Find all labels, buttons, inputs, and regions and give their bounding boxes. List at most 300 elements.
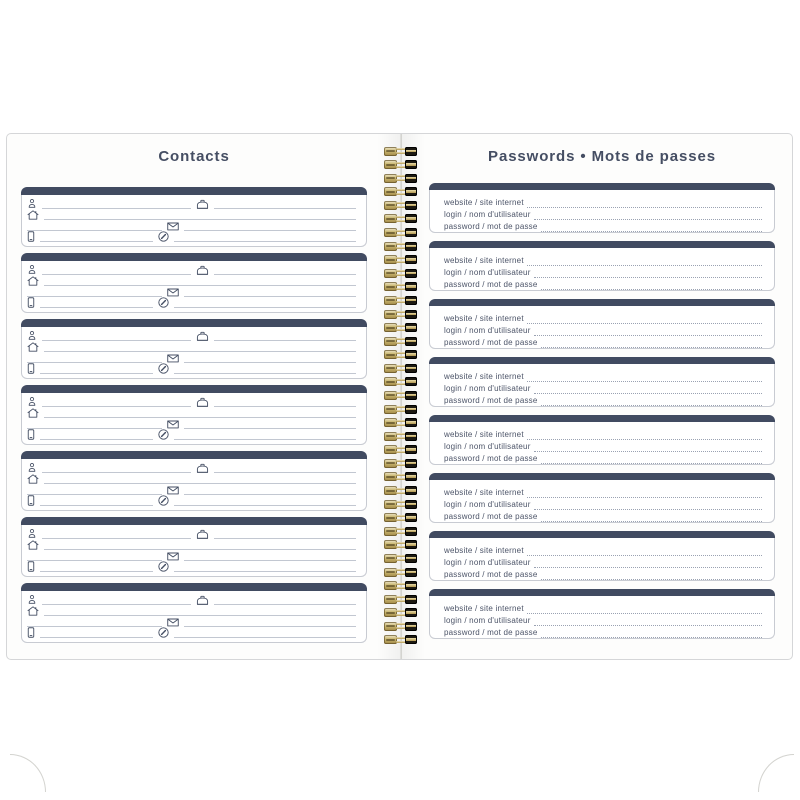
- briefcase-icon: [196, 397, 209, 407]
- email-write-line-left: [27, 227, 162, 231]
- envelope-icon: [167, 288, 179, 297]
- mobile-write-line: [40, 568, 153, 572]
- briefcase-icon: [196, 265, 209, 275]
- password-field-row: [444, 498, 762, 510]
- contact-name-work-row: [27, 396, 356, 407]
- contact-email-row: [27, 220, 356, 231]
- work-write-line: [214, 469, 356, 473]
- password-block-header-bar: [429, 299, 775, 306]
- password-write-line: [541, 634, 762, 638]
- coil-right-hole: [405, 323, 417, 332]
- binding-coil: [384, 282, 417, 292]
- contact-name-work-row: [27, 594, 356, 605]
- password-field-label: login / nom d'utilisateur: [444, 442, 531, 451]
- binding-coil: [384, 567, 417, 577]
- password-write-line: [534, 448, 762, 452]
- password-field-row: [444, 614, 762, 626]
- binding-coil: [384, 200, 417, 210]
- coil-right-hole: [405, 391, 417, 400]
- binding-coil: [384, 268, 417, 278]
- password-block: [429, 473, 775, 523]
- mobile-icon: [27, 495, 35, 506]
- phone-icon: [158, 363, 169, 374]
- mobile-write-line: [40, 502, 153, 506]
- password-write-line: [527, 320, 762, 324]
- binding-coil: [384, 486, 417, 496]
- binding-coil: [384, 581, 417, 591]
- mobile-write-line: [40, 634, 153, 638]
- contact-block-header-bar: [21, 385, 367, 393]
- person-icon: [27, 330, 37, 341]
- address-write-line: [44, 282, 356, 286]
- password-field-row: [444, 440, 762, 452]
- password-write-line: [541, 402, 762, 406]
- address-write-line: [44, 546, 356, 550]
- password-field-label: login / nom d'utilisateur: [444, 326, 531, 335]
- password-field-label: website / site internet: [444, 546, 524, 555]
- coil-right-hole: [405, 242, 417, 251]
- coil-right-hole: [405, 310, 417, 319]
- contact-email-row: [27, 616, 356, 627]
- contact-phone-row: [27, 363, 356, 374]
- binding-coil: [384, 336, 417, 346]
- phone-icon: [158, 297, 169, 308]
- mobile-icon: [27, 627, 35, 638]
- password-field-label: login / nom d'utilisateur: [444, 268, 531, 277]
- home-icon: [27, 408, 39, 418]
- contact-name-work-row: [27, 462, 356, 473]
- coil-right-hole: [405, 364, 417, 373]
- coil-right-hole: [405, 540, 417, 549]
- password-write-line: [534, 332, 762, 336]
- password-field-row: [444, 382, 762, 394]
- password-field-label: password / mot de passe: [444, 628, 538, 637]
- address-write-line: [44, 216, 356, 220]
- coil-right-hole: [405, 405, 417, 414]
- contact-block-header-bar: [21, 451, 367, 459]
- binding-coil: [384, 472, 417, 482]
- contact-block-body: [21, 393, 367, 445]
- passwords-page-title: Passwords • Mots de passes: [488, 148, 716, 165]
- work-write-line: [214, 337, 356, 341]
- password-field-label: login / nom d'utilisateur: [444, 210, 531, 219]
- mobile-write-line: [40, 238, 153, 242]
- contact-phone-row: [27, 495, 356, 506]
- binding-coil: [384, 228, 417, 238]
- coil-right-hole: [405, 554, 417, 563]
- phone-icon: [158, 231, 169, 242]
- contact-email-row: [27, 286, 356, 297]
- name-write-line: [42, 403, 191, 407]
- envelope-icon: [167, 222, 179, 231]
- phone-icon: [158, 561, 169, 572]
- contact-email-row: [27, 418, 356, 429]
- mobile-icon: [27, 429, 35, 440]
- work-write-line: [214, 271, 356, 275]
- password-write-line: [527, 204, 762, 208]
- coil-right-hole: [405, 269, 417, 278]
- contact-address-row: [27, 605, 356, 616]
- coil-right-hole: [405, 377, 417, 386]
- password-write-line: [541, 286, 762, 290]
- envelope-icon: [167, 420, 179, 429]
- email-write-line-left: [27, 557, 162, 561]
- binding-coil: [384, 418, 417, 428]
- password-block: [429, 241, 775, 291]
- contact-block-header-bar: [21, 517, 367, 525]
- contact-block: [21, 517, 367, 577]
- contact-address-row: [27, 407, 356, 418]
- notebook-spread: [6, 133, 793, 660]
- password-field-row: [444, 602, 762, 614]
- password-field-label: website / site internet: [444, 198, 524, 207]
- envelope-icon: [167, 354, 179, 363]
- password-write-line: [534, 506, 762, 510]
- password-write-line: [534, 216, 762, 220]
- name-write-line: [42, 205, 191, 209]
- phone-write-line: [174, 436, 356, 440]
- email-write-line-right: [184, 491, 356, 495]
- password-field-label: website / site internet: [444, 604, 524, 613]
- address-write-line: [44, 348, 356, 352]
- password-write-line: [534, 564, 762, 568]
- page-curl-right: [758, 754, 794, 792]
- contact-block-body: [21, 459, 367, 511]
- password-block: [429, 589, 775, 639]
- name-write-line: [42, 535, 191, 539]
- contact-phone-row: [27, 627, 356, 638]
- coil-right-hole: [405, 527, 417, 536]
- email-write-line-right: [184, 227, 356, 231]
- contact-block-body: [21, 327, 367, 379]
- contact-address-row: [27, 209, 356, 220]
- binding-coil: [384, 309, 417, 319]
- password-write-line: [534, 274, 762, 278]
- contact-address-row: [27, 275, 356, 286]
- password-field-row: [444, 208, 762, 220]
- password-block: [429, 183, 775, 233]
- phone-icon: [158, 429, 169, 440]
- coil-right-hole: [405, 472, 417, 481]
- coil-right-hole: [405, 635, 417, 644]
- contact-name-work-row: [27, 528, 356, 539]
- coil-right-hole: [405, 174, 417, 183]
- binding-coil: [384, 323, 417, 333]
- password-write-line: [527, 494, 762, 498]
- password-block-body: [429, 596, 775, 639]
- password-write-line: [527, 552, 762, 556]
- contact-block: [21, 187, 367, 247]
- mobile-icon: [27, 363, 35, 374]
- password-block: [429, 299, 775, 349]
- password-field-label: password / mot de passe: [444, 512, 538, 521]
- password-field-row: [444, 544, 762, 556]
- password-write-line: [541, 518, 762, 522]
- coil-right-hole: [405, 187, 417, 196]
- coil-right-hole: [405, 337, 417, 346]
- person-icon: [27, 594, 37, 605]
- contact-block: [21, 385, 367, 445]
- password-block-header-bar: [429, 357, 775, 364]
- contact-block-header-bar: [21, 253, 367, 261]
- home-icon: [27, 606, 39, 616]
- password-block-body: [429, 190, 775, 233]
- briefcase-icon: [196, 529, 209, 539]
- mobile-icon: [27, 297, 35, 308]
- envelope-icon: [167, 618, 179, 627]
- password-field-label: login / nom d'utilisateur: [444, 558, 531, 567]
- phone-write-line: [174, 568, 356, 572]
- binding-coil: [384, 214, 417, 224]
- binding-coil: [384, 499, 417, 509]
- password-block-body: [429, 538, 775, 581]
- contact-name-work-row: [27, 198, 356, 209]
- email-write-line-right: [184, 557, 356, 561]
- password-field-label: password / mot de passe: [444, 338, 538, 347]
- binding-coil: [384, 404, 417, 414]
- binding-coil: [384, 390, 417, 400]
- password-field-label: login / nom d'utilisateur: [444, 500, 531, 509]
- binding-coil: [384, 540, 417, 550]
- password-field-row: [444, 486, 762, 498]
- email-write-line-left: [27, 425, 162, 429]
- binding-coil: [384, 608, 417, 618]
- binding-coil: [384, 377, 417, 387]
- coil-right-hole: [405, 513, 417, 522]
- binding-coil: [384, 445, 417, 455]
- password-write-line: [541, 344, 762, 348]
- coil-right-hole: [405, 418, 417, 427]
- spiral-binding: [384, 134, 417, 659]
- binding-coil: [384, 363, 417, 373]
- person-icon: [27, 264, 37, 275]
- work-write-line: [214, 535, 356, 539]
- email-write-line-left: [27, 293, 162, 297]
- password-field-label: website / site internet: [444, 256, 524, 265]
- password-block-body: [429, 364, 775, 407]
- mobile-write-line: [40, 304, 153, 308]
- binding-coil: [384, 513, 417, 523]
- password-field-row: [444, 312, 762, 324]
- person-icon: [27, 198, 37, 209]
- contact-block-body: [21, 261, 367, 313]
- phone-write-line: [174, 304, 356, 308]
- password-write-line: [534, 622, 762, 626]
- contact-block-body: [21, 525, 367, 577]
- password-write-line: [527, 610, 762, 614]
- phone-write-line: [174, 370, 356, 374]
- password-field-row: [444, 324, 762, 336]
- phone-write-line: [174, 634, 356, 638]
- binding-coil: [384, 553, 417, 563]
- binding-coil: [384, 621, 417, 631]
- contact-blocks: [21, 187, 367, 649]
- binding-coil: [384, 526, 417, 536]
- password-blocks: [429, 183, 775, 647]
- coil-right-hole: [405, 228, 417, 237]
- coil-right-hole: [405, 500, 417, 509]
- coil-right-hole: [405, 160, 417, 169]
- address-write-line: [44, 480, 356, 484]
- password-block-body: [429, 422, 775, 465]
- coil-right-hole: [405, 622, 417, 631]
- mobile-icon: [27, 561, 35, 572]
- coil-right-hole: [405, 486, 417, 495]
- address-write-line: [44, 612, 356, 616]
- binding-coil: [384, 458, 417, 468]
- password-block-header-bar: [429, 473, 775, 480]
- password-field-row: [444, 266, 762, 278]
- password-write-line: [541, 576, 762, 580]
- password-field-row: [444, 278, 762, 290]
- password-field-label: website / site internet: [444, 314, 524, 323]
- binding-coil: [384, 350, 417, 360]
- password-block: [429, 415, 775, 465]
- home-icon: [27, 342, 39, 352]
- binding-coil: [384, 635, 417, 645]
- password-field-row: [444, 394, 762, 406]
- contact-block-header-bar: [21, 583, 367, 591]
- email-write-line-left: [27, 491, 162, 495]
- password-field-label: website / site internet: [444, 488, 524, 497]
- page-curl-left: [10, 754, 46, 792]
- contact-email-row: [27, 352, 356, 363]
- name-write-line: [42, 469, 191, 473]
- home-icon: [27, 474, 39, 484]
- briefcase-icon: [196, 595, 209, 605]
- coil-right-hole: [405, 214, 417, 223]
- password-field-row: [444, 370, 762, 382]
- password-block-header-bar: [429, 589, 775, 596]
- address-write-line: [44, 414, 356, 418]
- binding-coil: [384, 594, 417, 604]
- email-write-line-right: [184, 425, 356, 429]
- contact-block-body: [21, 591, 367, 643]
- password-block-header-bar: [429, 415, 775, 422]
- password-block-header-bar: [429, 241, 775, 248]
- binding-coil: [384, 255, 417, 265]
- passwords-page: [401, 134, 794, 659]
- briefcase-icon: [196, 463, 209, 473]
- password-field-row: [444, 428, 762, 440]
- home-icon: [27, 540, 39, 550]
- contact-email-row: [27, 550, 356, 561]
- contact-address-row: [27, 539, 356, 550]
- password-block-body: [429, 480, 775, 523]
- password-field-label: password / mot de passe: [444, 454, 538, 463]
- contact-block: [21, 451, 367, 511]
- contact-address-row: [27, 473, 356, 484]
- work-write-line: [214, 403, 356, 407]
- password-write-line: [541, 228, 762, 232]
- coil-right-hole: [405, 350, 417, 359]
- password-field-label: website / site internet: [444, 372, 524, 381]
- contact-name-work-row: [27, 330, 356, 341]
- password-field-row: [444, 452, 762, 464]
- password-field-row: [444, 254, 762, 266]
- coil-right-hole: [405, 201, 417, 210]
- binding-coil: [384, 146, 417, 156]
- phone-icon: [158, 627, 169, 638]
- password-field-label: password / mot de passe: [444, 396, 538, 405]
- name-write-line: [42, 271, 191, 275]
- password-write-line: [527, 436, 762, 440]
- password-write-line: [541, 460, 762, 464]
- password-write-line: [527, 262, 762, 266]
- briefcase-icon: [196, 331, 209, 341]
- email-write-line-left: [27, 623, 162, 627]
- person-icon: [27, 528, 37, 539]
- home-icon: [27, 276, 39, 286]
- email-write-line-left: [27, 359, 162, 363]
- password-block: [429, 531, 775, 581]
- password-field-label: login / nom d'utilisateur: [444, 616, 531, 625]
- coil-right-hole: [405, 255, 417, 264]
- password-write-line: [527, 378, 762, 382]
- password-field-label: website / site internet: [444, 430, 524, 439]
- coil-right-hole: [405, 581, 417, 590]
- coil-right-hole: [405, 608, 417, 617]
- binding-coil: [384, 295, 417, 305]
- password-field-row: [444, 336, 762, 348]
- password-field-row: [444, 568, 762, 580]
- binding-coil: [384, 173, 417, 183]
- briefcase-icon: [196, 199, 209, 209]
- coil-right-hole: [405, 432, 417, 441]
- contacts-page-title: Contacts: [158, 148, 230, 165]
- password-block-body: [429, 306, 775, 349]
- email-write-line-right: [184, 293, 356, 297]
- contact-block-header-bar: [21, 319, 367, 327]
- envelope-icon: [167, 552, 179, 561]
- mobile-write-line: [40, 370, 153, 374]
- password-block-header-bar: [429, 531, 775, 538]
- password-field-row: [444, 196, 762, 208]
- mobile-write-line: [40, 436, 153, 440]
- contact-block: [21, 319, 367, 379]
- password-write-line: [534, 390, 762, 394]
- coil-right-hole: [405, 568, 417, 577]
- contact-phone-row: [27, 231, 356, 242]
- contact-block-header-bar: [21, 187, 367, 195]
- contacts-page: [7, 134, 401, 659]
- password-field-label: login / nom d'utilisateur: [444, 384, 531, 393]
- contact-phone-row: [27, 297, 356, 308]
- password-block-body: [429, 248, 775, 291]
- mobile-icon: [27, 231, 35, 242]
- password-field-label: password / mot de passe: [444, 570, 538, 579]
- contact-phone-row: [27, 561, 356, 572]
- contact-address-row: [27, 341, 356, 352]
- contact-block: [21, 583, 367, 643]
- binding-coil: [384, 187, 417, 197]
- phone-icon: [158, 495, 169, 506]
- home-icon: [27, 210, 39, 220]
- contact-block: [21, 253, 367, 313]
- binding-coil: [384, 241, 417, 251]
- coil-right-hole: [405, 445, 417, 454]
- contact-block-body: [21, 195, 367, 247]
- password-field-row: [444, 556, 762, 568]
- contact-phone-row: [27, 429, 356, 440]
- contact-email-row: [27, 484, 356, 495]
- email-write-line-right: [184, 623, 356, 627]
- password-block: [429, 357, 775, 407]
- person-icon: [27, 462, 37, 473]
- email-write-line-right: [184, 359, 356, 363]
- work-write-line: [214, 601, 356, 605]
- coil-right-hole: [405, 459, 417, 468]
